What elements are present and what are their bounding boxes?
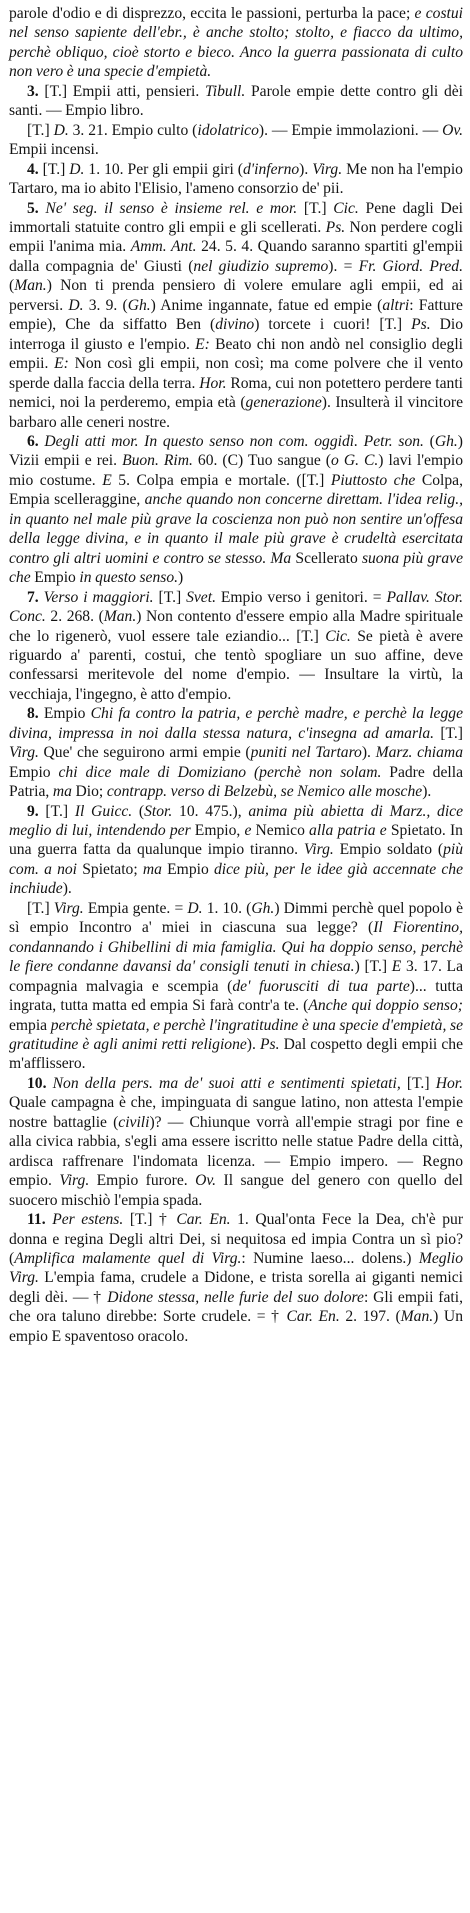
italic-text: nel giudizio supremo	[193, 257, 329, 275]
italic-text: Man.	[14, 277, 47, 295]
body-text: Dio interroga il giusto e l'empio.	[9, 316, 463, 353]
body-text: L'empia fama, crudele a Didone, e trista sorella ai giganti nemici degli dèi. — †	[9, 1269, 463, 1306]
body-text: ). =	[328, 257, 359, 275]
body-text: 2. 268. (	[45, 608, 104, 626]
body-text: (	[423, 432, 435, 450]
italic-text: puniti nel Tartaro	[250, 744, 362, 762]
entry-sense-paragraph	[9, 82, 463, 121]
body-text: 3. 17. La compagnia malvagia e scempia (	[9, 958, 464, 995]
sense-number: 6.	[27, 432, 39, 450]
body-text: [T.]	[27, 121, 54, 139]
body-text: [T.]	[27, 899, 54, 917]
body-text: ).	[62, 880, 72, 898]
italic-text: D.	[187, 899, 203, 917]
body-text: 1. 10. (	[202, 899, 252, 917]
italic-text: Ps.	[325, 218, 346, 236]
entry-sense-paragraph	[9, 802, 463, 899]
italic-text: Chi fa contro la patria, e perchè madre, e perchè la legge divina, impressa in noi dalla stessa natura, c'insegna ad amarla.	[9, 705, 463, 742]
italic-text: Didone stessa, nelle furie del suo dolore	[107, 1288, 364, 1306]
italic-text: civili	[118, 1113, 150, 1131]
body-text: Empio verso i genitori. =	[215, 588, 387, 606]
italic-text: e costui nel senso sapiente dell'ebr., è anche stolto; stolto, e fiacco da ultimo, perchè obliquo, cioè storto e bieco. Anco la guerra passionata di culto non vero è una specie d'empietà.	[9, 5, 463, 81]
italic-text: Verso i maggiori.	[43, 588, 154, 606]
body-text: parole d'odio e di disprezzo, eccita le passioni, perturba la pace;	[9, 5, 415, 22]
body-text: empia	[9, 1016, 51, 1034]
italic-text: Virg.	[53, 899, 84, 917]
entry-sense-paragraph	[9, 121, 463, 160]
italic-text: Cic.	[333, 199, 359, 217]
italic-text: Virg.	[312, 160, 343, 178]
italic-text: Gh.	[127, 296, 151, 314]
italic-text: o G. C.	[331, 452, 379, 470]
body-text: Empio	[30, 569, 80, 587]
body-text: ) lavi l'empio mio costume.	[9, 452, 464, 489]
italic-text: Ps.	[411, 316, 431, 334]
italic-text: generazione	[245, 394, 322, 412]
italic-text: Stor.	[144, 802, 173, 820]
body-text: )? — Chiunque vorrà all'empie stragi por fine e alla civica rabbia, s'egli ama essere iscritto nelle statue Padre della città, ardisca raffrenare l'indomata licenza. — Empio impero. — Regno empio.	[9, 1113, 463, 1190]
body-text: Scellerato	[291, 549, 362, 567]
body-text: ). Insulterà il vincitore barbaro alle ceneri nostre.	[9, 394, 463, 431]
italic-text: Pallav. Stor. Conc.	[9, 588, 463, 626]
sense-number: 10.	[27, 1074, 47, 1092]
italic-text: suona più grave che	[9, 549, 463, 587]
sense-number: 11.	[27, 1211, 46, 1229]
body-text: 3. 21. Empio culto (	[68, 121, 198, 139]
italic-text: D.	[69, 160, 85, 178]
italic-text: perchè spietata, e perchè l'ingratitudine è una specie d'empietà, se gratitudine è agli animi retti religione	[9, 1016, 463, 1054]
body-text: [T.] Empii atti, pensieri.	[38, 82, 205, 100]
italic-text: E:	[54, 355, 69, 373]
italic-text: Ne' seg. il senso è insieme rel. e mor.	[45, 199, 298, 217]
italic-text: E	[391, 958, 402, 976]
body-text: [T.]	[38, 802, 75, 820]
body-text: Parole empie dette contro gli dèi santi. — Empio libro.	[9, 82, 463, 120]
italic-text: e	[244, 822, 252, 840]
sense-number: 9.	[27, 802, 39, 820]
body-text: ) Non contento d'essere empio alla Madre spirituale che lo rigenerò, vuol essere tale eziandio... [T.]	[9, 608, 463, 645]
italic-text: Marz. chiama	[375, 744, 463, 762]
italic-text: Buon. Rim.	[122, 452, 193, 470]
italic-text: anche quando non concerne direttam. l'idea relig., in quanto nel male più grave la coscienza non può non sentire un'offesa della legge divina, e in quanto il male più grave è crudeltà esercitata contro gli altri uomini e contro se stesso. Ma	[9, 491, 463, 567]
body-text: ).	[361, 744, 376, 762]
italic-text: Non della pers. ma de' suoi atti e sentimenti spietati,	[52, 1074, 401, 1092]
italic-text: E	[102, 471, 112, 489]
entry-sense-paragraph	[9, 199, 463, 432]
italic-text: Virg.	[59, 1172, 90, 1190]
body-text: )	[178, 569, 184, 587]
italic-text: anima più abietta di Marz., dice meglio di lui, intendendo per	[9, 802, 463, 840]
italic-text: Ps.	[260, 1036, 280, 1054]
italic-text: d'inferno	[242, 160, 300, 178]
body-text: Dio;	[71, 783, 107, 801]
body-text: Se pietà è avere riguardo a' parenti, costui, che tentò spogliare un suo affine, deve confessarsi meritevole del nome d'empio. — Insultare la virtù, la vecchiaja, l'ingegno, è atto d'empio.	[9, 627, 463, 703]
body-text: Il sangue del genero con quello del suocero mischiò l'empia spada.	[9, 1172, 463, 1209]
body-text: ).	[422, 783, 432, 801]
entry-sense-paragraph	[9, 1210, 463, 1346]
italic-text: Per estens.	[52, 1211, 124, 1229]
body-text: 3. 9. (	[83, 296, 128, 314]
body-text: Empio furore.	[89, 1172, 196, 1190]
italic-text: chi dice male di Domiziano (perchè non solam.	[58, 763, 382, 781]
italic-text: in questo senso.	[79, 569, 179, 587]
italic-text: D.	[68, 296, 84, 314]
body-text: Empio	[38, 705, 91, 723]
body-text: Padre della Patria,	[9, 763, 463, 801]
italic-text: E:	[195, 335, 210, 353]
entry-sense-paragraph	[9, 588, 463, 705]
italic-text: Gh.	[251, 899, 275, 917]
italic-text: idolatrico	[197, 121, 259, 139]
body-text: [T.]	[38, 160, 70, 178]
italic-text: D.	[53, 121, 69, 139]
sense-number: 8.	[27, 705, 39, 723]
italic-text: Hor.	[199, 374, 227, 392]
body-text: [T.]	[297, 199, 334, 217]
entry-sense-paragraph	[9, 160, 463, 199]
sense-number: 4.	[27, 160, 39, 178]
body-text: Spietato;	[77, 860, 143, 878]
italic-text: Fr. Giord. Pred.	[358, 257, 463, 275]
body-text: Spietato. In una guerra fatta da qualunque impio tiranno.	[9, 822, 463, 859]
body-text: : Gli empii fati, che ora taluno direbbe: Sorte crudele. = †	[9, 1288, 463, 1326]
sense-number: 5.	[27, 199, 39, 217]
body-text: )... tutta ingrata, tutta matta ed empia Si farà contr'a te. (	[9, 977, 463, 1015]
italic-text: Man.	[103, 608, 137, 626]
sense-number: 7.	[27, 588, 39, 606]
entry-sense-paragraph	[9, 704, 463, 801]
body-text: Empio soldato (	[333, 841, 444, 859]
body-text: Pene dagli Dei immortali statuite contro gli empii e gli scellerati.	[9, 199, 463, 236]
body-text: Me non ha l'empio Tartaro, ma io abito l'Elisio, l'ameno consorzio de' pii.	[9, 160, 463, 198]
body-text: Dal cospetto degli empii che m'afflissero.	[9, 1036, 463, 1073]
italic-text: Car. En.	[176, 1211, 231, 1229]
body-text: : Fatture empie), Che da siffatto Ben (	[9, 296, 463, 334]
body-text: : Numine laeso... dolens.)	[241, 1250, 419, 1267]
body-text: ) Vizii empii e rei.	[9, 432, 463, 470]
body-text: ) Non ti prenda pensiero di volere emulare agli empii, ed ai perversi.	[9, 277, 463, 314]
italic-text: Degli atti mor. In questo senso non com. oggidì. Petr. son.	[44, 432, 424, 450]
italic-text: Hor.	[435, 1074, 463, 1092]
body-text: Que' che seguirono armi empie (	[38, 744, 251, 762]
body-text: [T.]	[434, 724, 463, 742]
italic-text: Virg.	[9, 744, 39, 762]
entry-continuation	[9, 4, 463, 82]
body-text: Quale campagna è che, impinguata di sangue latino, non attesta l'empie nostre battaglie (	[9, 1094, 463, 1131]
body-text: ). — Empie immolazioni. —	[258, 121, 443, 139]
entry-sense-paragraph	[9, 899, 463, 1074]
body-text: 10. 475.),	[172, 802, 249, 820]
italic-text: Anche qui doppio senso;	[308, 997, 463, 1015]
italic-text: alla patria e	[309, 822, 387, 840]
italic-text: ma	[52, 783, 72, 801]
italic-text: altri	[382, 296, 410, 314]
italic-text: Ov.	[442, 121, 463, 139]
italic-text: Amplifica malamente quel di Virg.	[14, 1250, 242, 1267]
body-text: ).	[246, 1036, 261, 1054]
italic-text: Man.	[400, 1308, 434, 1326]
italic-text: Il Guicc.	[74, 802, 133, 820]
italic-text: Cic.	[325, 627, 351, 645]
body-text: ) [T.]	[354, 958, 392, 976]
italic-text: Ov.	[195, 1172, 217, 1190]
italic-text: de' fuorusciti di tua parte	[232, 977, 410, 995]
italic-text: divino	[215, 316, 255, 334]
body-text: ) torcete i cuori! [T.]	[254, 316, 412, 334]
body-text: Colpa, Empia scelleraggine,	[9, 471, 463, 509]
body-text: ) Dimmi perchè quel popolo è sì empio Incontro a' miei in ciascuna sua legge? (	[9, 899, 463, 937]
body-text: 2. 197. (	[339, 1308, 401, 1326]
body-text: 5. Colpa empia e mortale. ([T.]	[111, 471, 331, 489]
italic-text: Gh.	[434, 432, 458, 450]
italic-text: Il Fiorentino, condannando i Ghibellini di mia famiglia. Qui ha doppio senso, perchè le fiere condanne davansi da' consigli tenuti in chiesa.	[9, 919, 463, 976]
italic-text: Virg.	[303, 841, 334, 859]
entry-sense-paragraph	[9, 432, 463, 588]
body-text: 1. Qual'onta Fece la Dea, ch'è pur donna e regina Degli altri Dei, si nequitosa ed impia Contra un sì pio? (	[9, 1211, 464, 1267]
body-text: ) Un empio E spaventoso oracolo.	[9, 1308, 463, 1345]
italic-text: Piuttosto che	[330, 471, 416, 489]
body-text: Roma, cui non potettero perdere tanti nemici, noi la perderemo, empia età (	[9, 374, 464, 412]
body-text: 24. 5. 4. Quando saranno spartiti gl'empii dalla compagnia de' Giusti (	[9, 238, 463, 275]
italic-text: più com. a noi	[9, 841, 463, 878]
italic-text: Amm. Ant.	[130, 238, 197, 256]
body-text: Empia gente. =	[83, 899, 188, 917]
italic-text: Svet.	[186, 588, 216, 606]
body-text: 1. 10. Per gli empii giri (	[84, 160, 243, 178]
body-text: (	[132, 802, 145, 820]
body-text: ) Anime ingannate, fatue ed empie (	[150, 296, 383, 314]
body-text: Empio	[161, 860, 214, 878]
italic-text: dice più, per le idee già accennate che inchiude	[9, 860, 463, 898]
body-text: Empio,	[190, 822, 245, 840]
body-text: Non così gli empii, non così; ma come polvere che il vento sperde dalla faccia della terra.	[9, 355, 463, 392]
body-text: Empio	[9, 763, 59, 781]
body-text: Empii incensi.	[9, 141, 99, 159]
body-text: [T.]	[153, 588, 187, 606]
italic-text: Car. En.	[286, 1308, 340, 1326]
body-text: Non perdere cogli empii l'anima mia.	[9, 218, 463, 256]
body-text: Nemico	[251, 822, 310, 840]
body-text: Beato chi non andò nel consiglio degli empii.	[9, 335, 463, 373]
entry-sense-paragraph	[9, 1074, 463, 1210]
italic-text: ma	[142, 860, 162, 878]
body-text: [T.]	[400, 1074, 436, 1092]
italic-text: Meglio Virg.	[9, 1250, 463, 1287]
sense-number: 3.	[27, 82, 39, 100]
body-text: 60. (C) Tuo sangue (	[192, 452, 332, 470]
italic-text: Tibull.	[204, 82, 246, 100]
body-text: (	[9, 277, 15, 295]
body-text: ).	[299, 160, 313, 178]
italic-text: contrapp. verso di Belzebù, se Nemico alle mosche	[106, 783, 423, 801]
body-text: [T.] †	[123, 1211, 177, 1229]
